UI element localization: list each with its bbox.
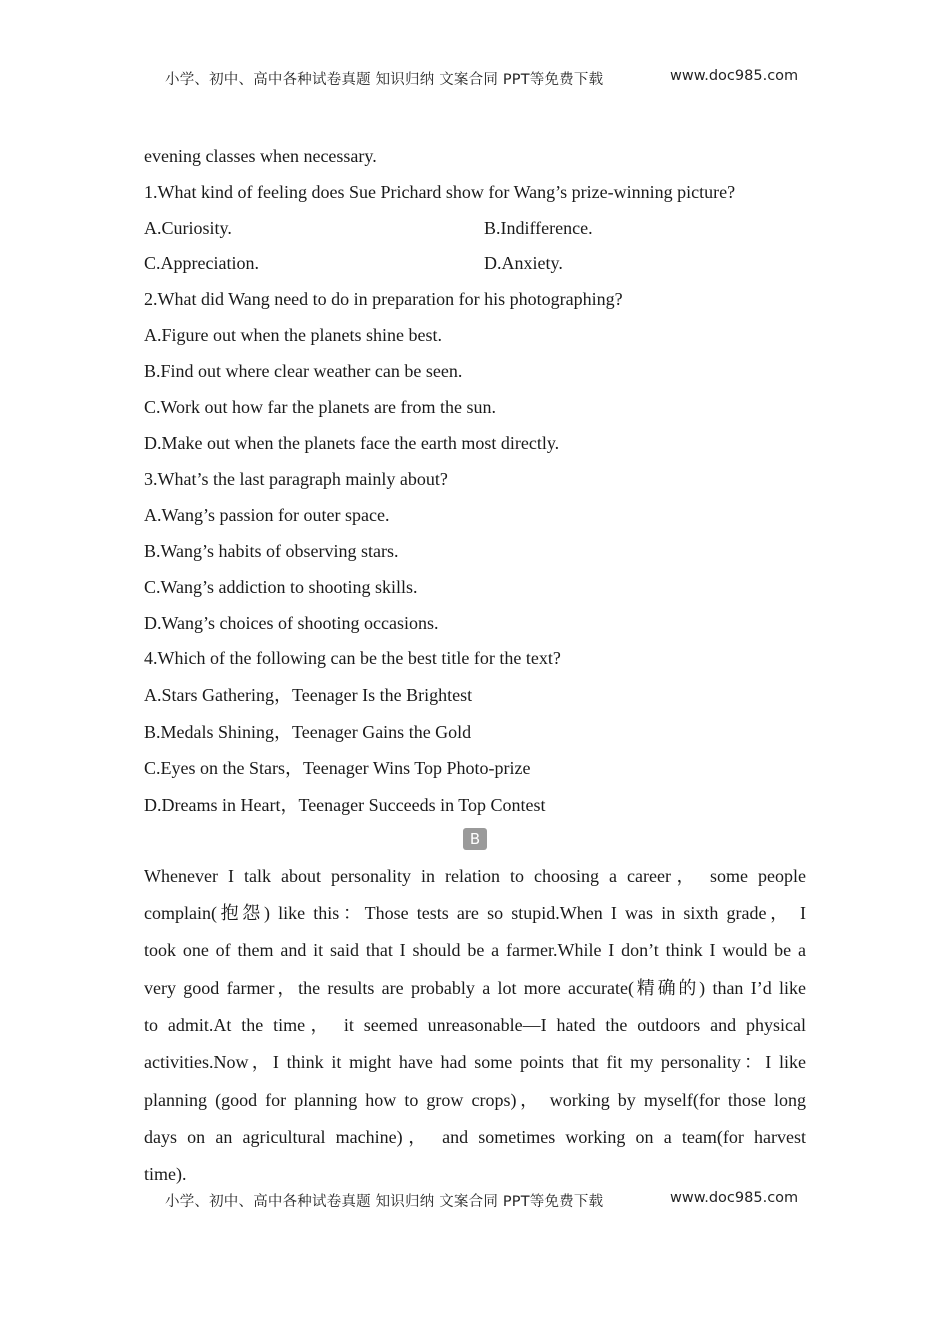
page-footer	[0, 1190, 950, 1214]
question-1-option-b: B.Indifference.	[484, 218, 593, 238]
section-b-badge: B	[463, 828, 487, 850]
passage-line: to admit.At the time， it seemed unreasonable—I hated the outdoors and physical	[144, 1015, 806, 1035]
question-4-option-a: A.Stars Gathering，Teenager Is the Brightest	[144, 685, 473, 705]
question-4-option-d: D.Dreams in Heart，Teenager Succeeds in Top Contest	[144, 795, 546, 815]
header-text: 小学、初中、高中各种试卷真题 知识归纳 文案合同 PPT等免费下载	[165, 72, 604, 88]
question-4-option-c: C.Eyes on the Stars，Teenager Wins Top Photo-prize	[144, 758, 531, 778]
question-1-option-a: A.Curiosity.	[144, 218, 232, 238]
question-3-option-b: B.Wang’s habits of observing stars.	[144, 541, 399, 561]
question-1-option-d: D.Anxiety.	[484, 253, 563, 273]
question-1-option-c: C.Appreciation.	[144, 253, 259, 273]
passage-line: planning (good for planning how to grow crops)， working by myself(for those long	[144, 1090, 806, 1110]
question-3-option-d: D.Wang’s choices of shooting occasions.	[144, 613, 439, 633]
question-2-option-d: D.Make out when the planets face the earth most directly.	[144, 433, 560, 453]
question-2-option-b: B.Find out where clear weather can be seen.	[144, 361, 463, 381]
question-4-stem: 4.Which of the following can be the best title for the text?	[144, 648, 561, 668]
passage-line: very good farmer，the results are probably a lot more accurate(精确的) than I’d like	[144, 978, 806, 998]
footer-text: 小学、初中、高中各种试卷真题 知识归纳 文案合同 PPT等免费下载	[165, 1194, 604, 1210]
question-2-option-c: C.Work out how far the planets are from the sun.	[144, 397, 496, 417]
question-3-option-a: A.Wang’s passion for outer space.	[144, 505, 390, 525]
passage-line: complain(抱怨) like this：Those tests are so stupid.When I was in sixth grade， I	[144, 903, 806, 923]
passage-line: activities.Now，I think it might have had some points that fit my personality：I like	[144, 1052, 806, 1072]
page-header	[0, 68, 950, 92]
question-3-option-c: C.Wang’s addiction to shooting skills.	[144, 577, 418, 597]
passage-line: took one of them and it said that I should be a farmer.While I don’t think I would be a	[144, 940, 806, 960]
question-4-option-b: B.Medals Shining，Teenager Gains the Gold	[144, 722, 472, 742]
intro-line: evening classes when necessary.	[144, 146, 377, 166]
passage-line: time).	[144, 1164, 187, 1184]
question-2-stem: 2.What did Wang need to do in preparation for his photographing?	[144, 289, 623, 309]
header-url[interactable]: www.doc985.com	[670, 68, 799, 84]
question-1-stem: 1.What kind of feeling does Sue Prichard show for Wang’s prize-winning picture?	[144, 182, 736, 202]
question-3-stem: 3.What’s the last paragraph mainly about?	[144, 469, 448, 489]
question-2-option-a: A.Figure out when the planets shine best.	[144, 325, 442, 345]
passage-line: Whenever I talk about personality in relation to choosing a career， some people	[144, 866, 806, 886]
footer-url[interactable]: www.doc985.com	[670, 1190, 799, 1206]
passage-line: days on an agricultural machine)， and sometimes working on a team(for harvest	[144, 1127, 806, 1147]
